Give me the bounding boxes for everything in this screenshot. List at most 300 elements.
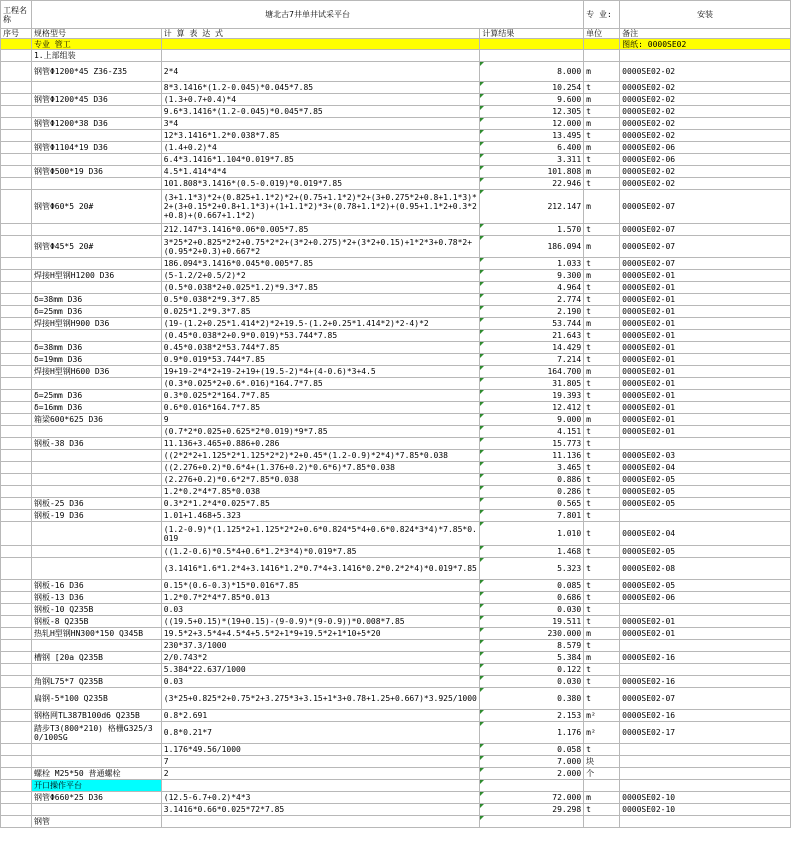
row-index-cell[interactable] bbox=[1, 592, 32, 604]
result-cell[interactable]: 4.964 bbox=[480, 282, 584, 294]
result-cell[interactable]: 6.400 bbox=[480, 142, 584, 154]
unit-cell[interactable] bbox=[584, 780, 620, 792]
expression-cell[interactable]: (19-(1.2+0.25*1.414*2)*2+19.5-(1.2+0.25*1.414*2)*2-4)*2 bbox=[161, 318, 480, 330]
row-index-cell[interactable] bbox=[1, 780, 32, 792]
note-cell[interactable]: 0000SE02-06 bbox=[620, 142, 791, 154]
note-cell[interactable]: 0000SE02-05 bbox=[620, 580, 791, 592]
spec-cell[interactable]: 钢板-8 Q235B bbox=[31, 616, 161, 628]
expression-cell[interactable]: (1.2-0.9)*(1.125*2+1.125*2*2+0.6*0.824*5*4+0.6*0.824*3*4)*7.85*0.019 bbox=[161, 522, 480, 546]
expression-cell[interactable]: 9 bbox=[161, 414, 480, 426]
expression-cell[interactable]: 1.176*49.56/1000 bbox=[161, 744, 480, 756]
result-cell[interactable]: 19.511 bbox=[480, 616, 584, 628]
result-cell[interactable]: 9.300 bbox=[480, 270, 584, 282]
major-label-cell[interactable]: 专 业: bbox=[584, 1, 620, 29]
note-cell[interactable]: 0000SE02-02 bbox=[620, 94, 791, 106]
spec-cell[interactable]: 螺栓 M25*50 普通螺栓 bbox=[31, 768, 161, 780]
unit-cell[interactable]: 块 bbox=[584, 756, 620, 768]
spec-cell[interactable] bbox=[31, 756, 161, 768]
unit-cell[interactable]: t bbox=[584, 426, 620, 438]
spec-cell[interactable] bbox=[31, 378, 161, 390]
expression-cell[interactable]: 0.03 bbox=[161, 676, 480, 688]
note-cell[interactable]: 0000SE02-02 bbox=[620, 118, 791, 130]
row-index-cell[interactable] bbox=[1, 306, 32, 318]
major-value-cell[interactable]: 安装 bbox=[620, 1, 791, 29]
row-index-cell[interactable] bbox=[1, 390, 32, 402]
result-cell[interactable]: 5.323 bbox=[480, 558, 584, 580]
row-index-cell[interactable] bbox=[1, 318, 32, 330]
spec-cell[interactable]: 热轧H型钢HN300*150 Q345B bbox=[31, 628, 161, 640]
spec-cell[interactable]: 踏步T3(800*210) 格栅G325/30/100SG bbox=[31, 722, 161, 744]
row-index-cell[interactable] bbox=[1, 166, 32, 178]
result-cell[interactable]: 1.010 bbox=[480, 522, 584, 546]
expression-cell[interactable]: 7 bbox=[161, 756, 480, 768]
spec-cell[interactable]: δ=19mm D36 bbox=[31, 354, 161, 366]
spec-cell[interactable]: 钢管Φ60*5 20# bbox=[31, 190, 161, 224]
expression-cell[interactable]: 1.2*0.2*4*7.85*0.038 bbox=[161, 486, 480, 498]
unit-cell[interactable]: t bbox=[584, 462, 620, 474]
subsection-empty-cell[interactable] bbox=[480, 50, 584, 62]
note-cell[interactable]: 0000SE02-07 bbox=[620, 190, 791, 224]
result-cell[interactable]: 0.565 bbox=[480, 498, 584, 510]
unit-cell[interactable]: t bbox=[584, 258, 620, 270]
spec-cell[interactable] bbox=[31, 640, 161, 652]
unit-cell[interactable]: t bbox=[584, 354, 620, 366]
column-header-index[interactable]: 序号 bbox=[1, 29, 32, 39]
expression-cell[interactable]: 101.808*3.1416*(0.5-0.019)*0.019*7.85 bbox=[161, 178, 480, 190]
row-index-cell[interactable] bbox=[1, 710, 32, 722]
note-cell[interactable]: 0000SE02-10 bbox=[620, 804, 791, 816]
note-cell[interactable]: 0000SE02-10 bbox=[620, 792, 791, 804]
expression-cell[interactable]: 11.136+3.465+0.886+0.286 bbox=[161, 438, 480, 450]
expression-cell[interactable]: 0.15*(0.6-0.3)*15*0.016*7.85 bbox=[161, 580, 480, 592]
spec-cell[interactable] bbox=[31, 330, 161, 342]
unit-cell[interactable]: t bbox=[584, 522, 620, 546]
row-index-cell[interactable] bbox=[1, 330, 32, 342]
spec-cell[interactable] bbox=[31, 282, 161, 294]
column-header-expression[interactable]: 计 算 表 达 式 bbox=[161, 29, 480, 39]
unit-cell[interactable]: t bbox=[584, 580, 620, 592]
spec-cell[interactable] bbox=[31, 804, 161, 816]
spec-cell[interactable] bbox=[31, 258, 161, 270]
note-cell[interactable]: 0000SE02-06 bbox=[620, 592, 791, 604]
result-cell[interactable]: 3.465 bbox=[480, 462, 584, 474]
unit-cell[interactable]: t bbox=[584, 154, 620, 166]
result-cell[interactable]: 0.058 bbox=[480, 744, 584, 756]
expression-cell[interactable]: 19+19-2*4*2+19-2+19+(19.5-2)*4+(4-0.6)*3+4.5 bbox=[161, 366, 480, 378]
result-cell[interactable]: 53.744 bbox=[480, 318, 584, 330]
unit-cell[interactable]: m bbox=[584, 652, 620, 664]
row-index-cell[interactable] bbox=[1, 676, 32, 688]
expression-cell[interactable]: 3*4 bbox=[161, 118, 480, 130]
note-cell[interactable] bbox=[620, 664, 791, 676]
unit-cell[interactable]: t bbox=[584, 390, 620, 402]
spec-cell[interactable]: 钢管Φ500*19 D36 bbox=[31, 166, 161, 178]
expression-cell[interactable]: ((2.276+0.2)*0.6*4+(1.376+0.2)*0.6*6)*7.85*0.038 bbox=[161, 462, 480, 474]
row-index-cell[interactable] bbox=[1, 688, 32, 710]
expression-cell[interactable]: 0.3*2*1.2*4*0.025*7.85 bbox=[161, 498, 480, 510]
unit-cell[interactable]: m bbox=[584, 270, 620, 282]
spec-cell[interactable]: δ=25mm D36 bbox=[31, 390, 161, 402]
unit-cell[interactable]: t bbox=[584, 178, 620, 190]
expression-cell[interactable]: 8*3.1416*(1.2-0.045)*0.045*7.85 bbox=[161, 82, 480, 94]
unit-cell[interactable]: m bbox=[584, 94, 620, 106]
expression-cell[interactable]: 4.5*1.414*4*4 bbox=[161, 166, 480, 178]
note-cell[interactable]: 0000SE02-07 bbox=[620, 258, 791, 270]
row-index-cell[interactable] bbox=[1, 652, 32, 664]
row-index-cell[interactable] bbox=[1, 342, 32, 354]
spec-cell[interactable]: 扁钢-5*100 Q235B bbox=[31, 688, 161, 710]
row-index-cell[interactable] bbox=[1, 474, 32, 486]
note-cell[interactable]: 0000SE02-02 bbox=[620, 166, 791, 178]
expression-cell[interactable] bbox=[161, 816, 480, 828]
expression-cell[interactable]: 0.9*0.019*53.744*7.85 bbox=[161, 354, 480, 366]
note-cell[interactable]: 0000SE02-01 bbox=[620, 330, 791, 342]
unit-cell[interactable]: m bbox=[584, 166, 620, 178]
row-index-cell[interactable] bbox=[1, 378, 32, 390]
expression-cell[interactable]: 2/0.743*2 bbox=[161, 652, 480, 664]
spec-cell[interactable]: 钢板-25 D36 bbox=[31, 498, 161, 510]
expression-cell[interactable]: (1.4+0.2)*4 bbox=[161, 142, 480, 154]
row-index-cell[interactable] bbox=[1, 224, 32, 236]
result-cell[interactable]: 101.808 bbox=[480, 166, 584, 178]
result-cell[interactable]: 31.805 bbox=[480, 378, 584, 390]
spec-cell[interactable]: 钢管Φ1104*19 D36 bbox=[31, 142, 161, 154]
column-header-note[interactable]: 备注 bbox=[620, 29, 791, 39]
result-cell[interactable]: 164.700 bbox=[480, 366, 584, 378]
spec-cell[interactable]: 钢管Φ1200*38 D36 bbox=[31, 118, 161, 130]
unit-cell[interactable]: t bbox=[584, 688, 620, 710]
expression-cell[interactable]: 0.8*2.691 bbox=[161, 710, 480, 722]
note-cell[interactable] bbox=[620, 438, 791, 450]
row-index-cell[interactable] bbox=[1, 486, 32, 498]
row-index-cell[interactable] bbox=[1, 118, 32, 130]
note-cell[interactable]: 0000SE02-01 bbox=[620, 318, 791, 330]
row-index-cell[interactable] bbox=[1, 450, 32, 462]
result-cell[interactable]: 7.214 bbox=[480, 354, 584, 366]
spec-cell[interactable] bbox=[31, 426, 161, 438]
spec-cell[interactable] bbox=[31, 130, 161, 142]
unit-cell[interactable]: t bbox=[584, 306, 620, 318]
project-title-cell[interactable]: 塘北古7井单井试采平台 bbox=[31, 1, 583, 29]
note-cell[interactable]: 0000SE02-01 bbox=[620, 414, 791, 426]
spec-cell[interactable]: 钢板-16 D36 bbox=[31, 580, 161, 592]
spec-cell[interactable]: 钢板-13 D36 bbox=[31, 592, 161, 604]
note-cell[interactable]: 0000SE02-05 bbox=[620, 486, 791, 498]
result-cell[interactable]: 13.495 bbox=[480, 130, 584, 142]
expression-cell[interactable]: 0.8*0.21*7 bbox=[161, 722, 480, 744]
spec-cell[interactable] bbox=[31, 546, 161, 558]
result-cell[interactable]: 1.033 bbox=[480, 258, 584, 270]
spec-cell[interactable] bbox=[31, 486, 161, 498]
unit-cell[interactable]: m² bbox=[584, 722, 620, 744]
spec-cell[interactable]: 钢板-19 D36 bbox=[31, 510, 161, 522]
unit-cell[interactable]: t bbox=[584, 546, 620, 558]
spec-cell[interactable]: 钢管Φ660*25 D36 bbox=[31, 792, 161, 804]
unit-cell[interactable]: t bbox=[584, 402, 620, 414]
spec-cell[interactable]: 钢管Φ45*5 20# bbox=[31, 236, 161, 258]
unit-cell[interactable]: t bbox=[584, 224, 620, 236]
spec-cell[interactable]: δ=38mm D36 bbox=[31, 342, 161, 354]
unit-cell[interactable]: t bbox=[584, 130, 620, 142]
row-index-cell[interactable] bbox=[1, 816, 32, 828]
note-cell[interactable]: 0000SE02-02 bbox=[620, 130, 791, 142]
unit-cell[interactable]: t bbox=[584, 294, 620, 306]
section-name-cell[interactable]: 专业 管工 bbox=[31, 39, 161, 50]
unit-cell[interactable]: m bbox=[584, 792, 620, 804]
column-header-unit[interactable]: 单位 bbox=[584, 29, 620, 39]
expression-cell[interactable]: ((2*2*2+1.125*2*1.125*2*2)*2+0.45*(1.2-0.9)*2*4)*7.85*0.038 bbox=[161, 450, 480, 462]
unit-cell[interactable]: t bbox=[584, 438, 620, 450]
result-cell[interactable]: 10.254 bbox=[480, 82, 584, 94]
project-label-cell[interactable]: 工程名称 bbox=[1, 1, 32, 29]
note-cell[interactable]: 0000SE02-08 bbox=[620, 558, 791, 580]
note-cell[interactable]: 0000SE02-05 bbox=[620, 498, 791, 510]
row-index-cell[interactable] bbox=[1, 354, 32, 366]
spec-cell[interactable] bbox=[31, 664, 161, 676]
row-index-cell[interactable] bbox=[1, 510, 32, 522]
result-cell[interactable]: 0.122 bbox=[480, 664, 584, 676]
note-cell[interactable] bbox=[620, 768, 791, 780]
expression-cell[interactable]: 0.3*0.025*2*164.7*7.85 bbox=[161, 390, 480, 402]
spec-cell[interactable]: 焊接H型钢H600 D36 bbox=[31, 366, 161, 378]
note-cell[interactable]: 0000SE02-01 bbox=[620, 616, 791, 628]
row-index-cell[interactable] bbox=[1, 616, 32, 628]
result-cell[interactable]: 7.000 bbox=[480, 756, 584, 768]
note-cell[interactable]: 0000SE02-05 bbox=[620, 546, 791, 558]
note-cell[interactable] bbox=[620, 816, 791, 828]
expression-cell[interactable]: ((1.2-0.6)*0.5*4+0.6*1.2*3*4)*0.019*7.85 bbox=[161, 546, 480, 558]
result-cell[interactable]: 22.946 bbox=[480, 178, 584, 190]
unit-cell[interactable]: t bbox=[584, 82, 620, 94]
spec-cell[interactable] bbox=[31, 178, 161, 190]
unit-cell[interactable]: m bbox=[584, 118, 620, 130]
row-index-cell[interactable] bbox=[1, 628, 32, 640]
result-cell[interactable]: 0.030 bbox=[480, 676, 584, 688]
expression-cell[interactable]: (1.3+0.7+0.4)*4 bbox=[161, 94, 480, 106]
expression-cell[interactable]: 9.6*3.1416*(1.2-0.045)*0.045*7.85 bbox=[161, 106, 480, 118]
expression-cell[interactable]: 1.2*0.7*2*4*7.85*0.013 bbox=[161, 592, 480, 604]
result-cell[interactable]: 230.000 bbox=[480, 628, 584, 640]
note-cell[interactable] bbox=[620, 744, 791, 756]
subsection-empty-cell[interactable] bbox=[584, 50, 620, 62]
note-cell[interactable]: 0000SE02-01 bbox=[620, 282, 791, 294]
spec-cell[interactable] bbox=[31, 474, 161, 486]
unit-cell[interactable]: t bbox=[584, 282, 620, 294]
note-cell[interactable]: 0000SE02-01 bbox=[620, 306, 791, 318]
section-drawing-cell[interactable]: 图纸: 0000SE02 bbox=[620, 39, 791, 50]
row-index-cell[interactable] bbox=[1, 558, 32, 580]
spec-cell[interactable] bbox=[31, 82, 161, 94]
result-cell[interactable]: 7.801 bbox=[480, 510, 584, 522]
result-cell[interactable]: 19.393 bbox=[480, 390, 584, 402]
unit-cell[interactable]: t bbox=[584, 604, 620, 616]
unit-cell[interactable]: t bbox=[584, 676, 620, 688]
row-index-cell[interactable] bbox=[1, 462, 32, 474]
result-cell[interactable]: 12.000 bbox=[480, 118, 584, 130]
section-empty-cell[interactable] bbox=[161, 39, 480, 50]
result-cell[interactable]: 0.886 bbox=[480, 474, 584, 486]
spec-cell[interactable] bbox=[31, 154, 161, 166]
result-cell[interactable]: 5.384 bbox=[480, 652, 584, 664]
spec-cell[interactable]: 箱梁600*625 D36 bbox=[31, 414, 161, 426]
spec-cell[interactable]: δ=25mm D36 bbox=[31, 306, 161, 318]
note-cell[interactable]: 0000SE02-01 bbox=[620, 270, 791, 282]
note-cell[interactable]: 0000SE02-02 bbox=[620, 106, 791, 118]
spec-cell[interactable]: δ=38mm D36 bbox=[31, 294, 161, 306]
unit-cell[interactable]: t bbox=[584, 378, 620, 390]
unit-cell[interactable]: m bbox=[584, 190, 620, 224]
unit-cell[interactable]: t bbox=[584, 330, 620, 342]
expression-cell[interactable]: 230*37.3/1000 bbox=[161, 640, 480, 652]
spec-cell[interactable]: 钢板-38 D36 bbox=[31, 438, 161, 450]
note-cell[interactable]: 0000SE02-16 bbox=[620, 710, 791, 722]
spec-cell[interactable]: 焊接H型钢H900 D36 bbox=[31, 318, 161, 330]
row-index-cell[interactable] bbox=[1, 178, 32, 190]
result-cell[interactable]: 2.000 bbox=[480, 768, 584, 780]
spec-cell[interactable]: 开口操作平台 bbox=[31, 780, 161, 792]
expression-cell[interactable]: 0.025*1.2*9.3*7.85 bbox=[161, 306, 480, 318]
result-cell[interactable]: 0.380 bbox=[480, 688, 584, 710]
unit-cell[interactable]: t bbox=[584, 510, 620, 522]
section-empty-cell[interactable] bbox=[584, 39, 620, 50]
expression-cell[interactable]: 5.384*22.637/1000 bbox=[161, 664, 480, 676]
row-index-cell[interactable] bbox=[1, 270, 32, 282]
note-cell[interactable]: 0000SE02-01 bbox=[620, 294, 791, 306]
expression-cell[interactable]: 3*25*2+0.825*2*2+0.75*2*2+(3*2+0.275)*2+(3*2+0.15)+1*2*3+0.78*2+(0.95*2+0.3)+0.667*2 bbox=[161, 236, 480, 258]
subsection-empty-cell[interactable] bbox=[161, 50, 480, 62]
note-cell[interactable]: 0000SE02-01 bbox=[620, 342, 791, 354]
expression-cell[interactable]: 0.6*0.016*164.7*7.85 bbox=[161, 402, 480, 414]
unit-cell[interactable]: t bbox=[584, 640, 620, 652]
row-index-cell[interactable] bbox=[1, 426, 32, 438]
row-index-cell[interactable] bbox=[1, 366, 32, 378]
expression-cell[interactable]: (5-1.2/2+0.5/2)*2 bbox=[161, 270, 480, 282]
row-index-cell[interactable] bbox=[1, 438, 32, 450]
note-cell[interactable]: 0000SE02-01 bbox=[620, 354, 791, 366]
spec-cell[interactable]: 钢管 bbox=[31, 816, 161, 828]
note-cell[interactable]: 0000SE02-07 bbox=[620, 236, 791, 258]
row-index-cell[interactable] bbox=[1, 130, 32, 142]
result-cell[interactable]: 0.286 bbox=[480, 486, 584, 498]
row-index-cell[interactable] bbox=[1, 768, 32, 780]
spec-cell[interactable] bbox=[31, 106, 161, 118]
unit-cell[interactable]: m bbox=[584, 236, 620, 258]
row-index-cell[interactable] bbox=[1, 744, 32, 756]
expression-cell[interactable]: (2.276+0.2)*0.6*2*7.85*0.038 bbox=[161, 474, 480, 486]
note-cell[interactable]: 0000SE02-06 bbox=[620, 154, 791, 166]
note-cell[interactable]: 0000SE02-07 bbox=[620, 688, 791, 710]
spec-cell[interactable] bbox=[31, 450, 161, 462]
result-cell[interactable]: 8.579 bbox=[480, 640, 584, 652]
expression-cell[interactable]: 2*4 bbox=[161, 62, 480, 82]
note-cell[interactable]: 0000SE02-03 bbox=[620, 450, 791, 462]
row-index-cell[interactable] bbox=[1, 154, 32, 166]
result-cell[interactable]: 11.136 bbox=[480, 450, 584, 462]
result-cell[interactable]: 212.147 bbox=[480, 190, 584, 224]
unit-cell[interactable]: t bbox=[584, 498, 620, 510]
expression-cell[interactable]: (0.3*0.025*2+0.6*.016)*164.7*7.85 bbox=[161, 378, 480, 390]
unit-cell[interactable] bbox=[584, 816, 620, 828]
subsection-name-cell[interactable]: 1.上部组装 bbox=[31, 50, 161, 62]
note-cell[interactable]: 0000SE02-07 bbox=[620, 224, 791, 236]
note-cell[interactable]: 0000SE02-01 bbox=[620, 366, 791, 378]
expression-cell[interactable]: 1.01+1.468+5.323 bbox=[161, 510, 480, 522]
subsection-index-cell[interactable] bbox=[1, 50, 32, 62]
spec-cell[interactable]: 钢管Φ1200*45 Z36-Z35 bbox=[31, 62, 161, 82]
result-cell[interactable]: 2.774 bbox=[480, 294, 584, 306]
row-index-cell[interactable] bbox=[1, 580, 32, 592]
result-cell[interactable]: 0.030 bbox=[480, 604, 584, 616]
unit-cell[interactable]: t bbox=[584, 450, 620, 462]
subsection-empty-cell[interactable] bbox=[620, 50, 791, 62]
unit-cell[interactable]: m bbox=[584, 628, 620, 640]
note-cell[interactable]: 0000SE02-05 bbox=[620, 474, 791, 486]
result-cell[interactable]: 2.190 bbox=[480, 306, 584, 318]
note-cell[interactable]: 0000SE02-01 bbox=[620, 390, 791, 402]
note-cell[interactable]: 0000SE02-01 bbox=[620, 426, 791, 438]
row-index-cell[interactable] bbox=[1, 402, 32, 414]
row-index-cell[interactable] bbox=[1, 722, 32, 744]
result-cell[interactable]: 1.468 bbox=[480, 546, 584, 558]
row-index-cell[interactable] bbox=[1, 142, 32, 154]
result-cell[interactable]: 8.000 bbox=[480, 62, 584, 82]
row-index-cell[interactable] bbox=[1, 756, 32, 768]
row-index-cell[interactable] bbox=[1, 664, 32, 676]
note-cell[interactable]: 0000SE02-17 bbox=[620, 722, 791, 744]
row-index-cell[interactable] bbox=[1, 546, 32, 558]
row-index-cell[interactable] bbox=[1, 294, 32, 306]
expression-cell[interactable]: (12.5-6.7+0.2)*4*3 bbox=[161, 792, 480, 804]
note-cell[interactable]: 0000SE02-16 bbox=[620, 676, 791, 688]
unit-cell[interactable]: m bbox=[584, 366, 620, 378]
row-index-cell[interactable] bbox=[1, 282, 32, 294]
result-cell[interactable]: 186.094 bbox=[480, 236, 584, 258]
spec-cell[interactable] bbox=[31, 462, 161, 474]
expression-cell[interactable]: 0.03 bbox=[161, 604, 480, 616]
column-header-spec[interactable]: 规格型号 bbox=[31, 29, 161, 39]
spec-cell[interactable] bbox=[31, 522, 161, 546]
spec-cell[interactable] bbox=[31, 224, 161, 236]
result-cell[interactable]: 9.600 bbox=[480, 94, 584, 106]
row-index-cell[interactable] bbox=[1, 190, 32, 224]
note-cell[interactable]: 0000SE02-01 bbox=[620, 402, 791, 414]
result-cell[interactable]: 0.686 bbox=[480, 592, 584, 604]
spec-cell[interactable]: 槽钢 [20a Q235B bbox=[31, 652, 161, 664]
result-cell[interactable]: 72.000 bbox=[480, 792, 584, 804]
unit-cell[interactable]: m bbox=[584, 414, 620, 426]
row-index-cell[interactable] bbox=[1, 236, 32, 258]
note-cell[interactable] bbox=[620, 510, 791, 522]
unit-cell[interactable]: m bbox=[584, 62, 620, 82]
expression-cell[interactable] bbox=[161, 780, 480, 792]
note-cell[interactable]: 0000SE02-01 bbox=[620, 378, 791, 390]
expression-cell[interactable]: 6.4*3.1416*1.104*0.019*7.85 bbox=[161, 154, 480, 166]
unit-cell[interactable]: t bbox=[584, 592, 620, 604]
result-cell[interactable]: 0.085 bbox=[480, 580, 584, 592]
unit-cell[interactable]: m² bbox=[584, 710, 620, 722]
unit-cell[interactable]: m bbox=[584, 318, 620, 330]
result-cell[interactable]: 21.643 bbox=[480, 330, 584, 342]
result-cell[interactable]: 14.429 bbox=[480, 342, 584, 354]
note-cell[interactable] bbox=[620, 604, 791, 616]
spec-cell[interactable]: δ=16mm D36 bbox=[31, 402, 161, 414]
note-cell[interactable] bbox=[620, 780, 791, 792]
column-header-result[interactable]: 计算结果 bbox=[480, 29, 584, 39]
spec-cell[interactable]: 钢格网TL387B100d6 Q235B bbox=[31, 710, 161, 722]
result-cell[interactable]: 1.176 bbox=[480, 722, 584, 744]
note-cell[interactable] bbox=[620, 640, 791, 652]
row-index-cell[interactable] bbox=[1, 498, 32, 510]
